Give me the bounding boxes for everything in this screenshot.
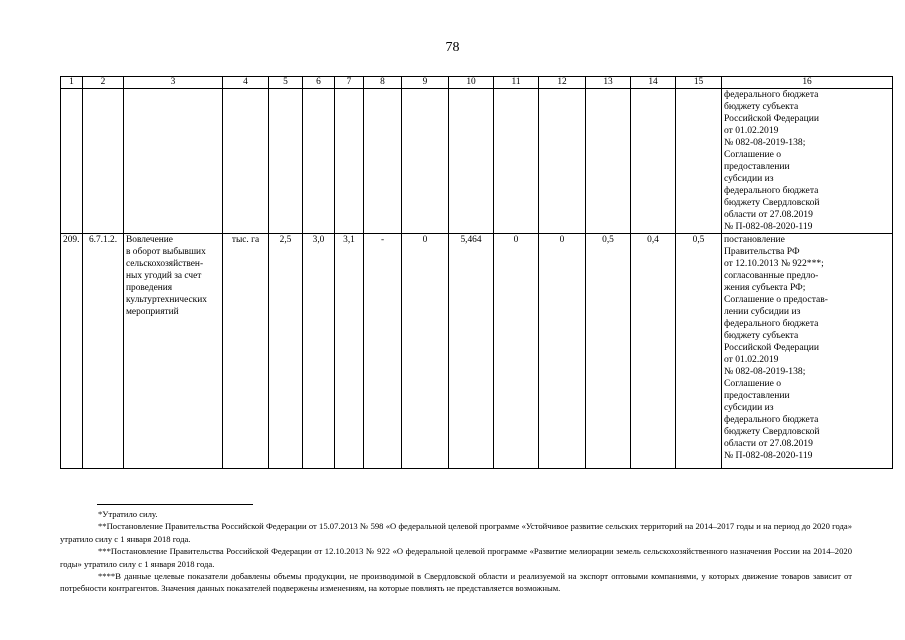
column-number: 14 bbox=[631, 77, 676, 89]
value-cell-10: 5,464 bbox=[449, 234, 494, 469]
column-number: 10 bbox=[449, 77, 494, 89]
value-cell-8: - bbox=[364, 234, 402, 469]
table-row-209 bbox=[61, 234, 893, 469]
footnote-separator bbox=[97, 504, 253, 505]
column-number: 12 bbox=[539, 77, 586, 89]
column-number: 9 bbox=[402, 77, 449, 89]
unit-cell: тыс. га bbox=[223, 234, 269, 469]
column-number-row bbox=[61, 77, 893, 89]
footnote-1: *Утратило силу. bbox=[98, 509, 158, 519]
indicators-table bbox=[60, 76, 893, 469]
footnotes bbox=[60, 508, 852, 595]
value-cell-15: 0,5 bbox=[676, 234, 722, 469]
column-number: 3 bbox=[124, 77, 223, 89]
table-row-continuation bbox=[61, 89, 893, 234]
column-number: 16 bbox=[722, 77, 893, 89]
basis-document-cell: постановление Правительства РФ от 12.10.2013 № 922***; согласованные предло- жения субъекта РФ; Соглашение о предостав- лении субсидии из федерального бюджета бюджету субъекта Российской Федерации от 01.02.2019 № 082-08-2019-138; Соглашение о предоставлении субсидии из федерального бюджета бюджету Свердловской области от 27.08.2019 № П-082-08-2020-119 bbox=[722, 234, 893, 469]
column-number: 6 bbox=[303, 77, 335, 89]
column-number: 1 bbox=[61, 77, 83, 89]
column-number: 2 bbox=[83, 77, 124, 89]
indicator-code: 6.7.1.2. bbox=[83, 234, 124, 469]
footnote-3: ***Постановление Правительства Российской Федерации от 12.10.2013 № 922 «О федеральной целевой программе «Развитие мелиорации земель сельскохозяйственного назначения России на 2014–2020 годы» утратило силу с 1 января 2018 года. bbox=[60, 546, 852, 569]
column-number: 5 bbox=[269, 77, 303, 89]
row-number: 209. bbox=[61, 234, 83, 469]
indicator-name: Вовлечение в оборот выбывших сельскохозяйствен- ных угодий за счет проведения культуртехнических мероприятий bbox=[124, 234, 223, 469]
column-number: 15 bbox=[676, 77, 722, 89]
page-number: 78 bbox=[445, 40, 460, 55]
column-number: 4 bbox=[223, 77, 269, 89]
value-cell-11: 0 bbox=[494, 234, 539, 469]
value-cell-7: 3,1 bbox=[335, 234, 364, 469]
value-cell-13: 0,5 bbox=[586, 234, 631, 469]
value-cell-12: 0 bbox=[539, 234, 586, 469]
value-cell-14: 0,4 bbox=[631, 234, 676, 469]
value-cell-5: 2,5 bbox=[269, 234, 303, 469]
basis-document-cell: федерального бюджета бюджету субъекта Российской Федерации от 01.02.2019 № 082-08-2019-138; Соглашение о предоставлении субсидии из федерального бюджета бюджету Свердловской области от 27.08.2019 № П-082-08-2020-119 bbox=[722, 89, 893, 234]
footnote-4: ****В данные целевые показатели добавлены объемы продукции, не производимой в Свердловской области и реализуемой на экспорт оптовыми компаниями, у которых движение товаров зависит от потребности контрагентов. Значения данных показателей подвержены изменениям, на которые повлиять не представляется возможным. bbox=[60, 571, 852, 594]
column-number: 7 bbox=[335, 77, 364, 89]
column-number: 11 bbox=[494, 77, 539, 89]
column-number: 13 bbox=[586, 77, 631, 89]
footnote-2: **Постановление Правительства Российской Федерации от 15.07.2013 № 598 «О федеральной целевой программе «Устойчивое развитие сельских территорий на 2014–2017 годы и на период до 2020 года» утратило силу с 1 января 2018 года. bbox=[60, 521, 852, 544]
value-cell-9: 0 bbox=[402, 234, 449, 469]
column-number: 8 bbox=[364, 77, 402, 89]
value-cell-6: 3,0 bbox=[303, 234, 335, 469]
